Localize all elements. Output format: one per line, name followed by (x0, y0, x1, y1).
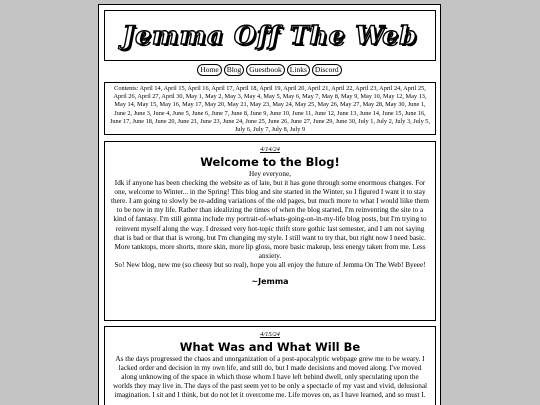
post-body (105, 170, 435, 270)
post-paragraph: Hey everyone, (249, 170, 291, 178)
post-date: 4/14/24 (260, 146, 280, 153)
nav-links-button[interactable]: Links (287, 64, 310, 76)
post-paragraph: Idk if anyone has been checking the website as of late, but it has gone through some enormous changes. For one, welcome to Winter... in the Spring! This blog and site started in the Winter, so I figured I want it to stay there. I am going to slowly be re-adding variations of the old pages, but much more to what I would liike them to be now in my life. Rather than idealizing the times of when the blog started, I'm reinventing the site to a kind of fantasy. I'm still gonna include my portrait-of-whats-going-on-in-my-life blog posts, but I'm trying to reinvent myself along the way. I dressed very hot-topic thrift store gothic last semester, and I am not saying that is bad or that that is wrong, but I'm changing my style. I still want to try that, but right now I need basic. More tanktops, more shorts, more skin, more lip gloss, more basic makeup, less energy taken from me. Less anxiety. (111, 179, 429, 260)
nav-bar (99, 64, 440, 78)
blog-post (104, 326, 436, 405)
site-header (104, 10, 436, 61)
post-title: Welcome to the Blog! (200, 155, 340, 169)
post-title: What Was and What Will Be (179, 340, 361, 354)
post-paragraph: So! New blog, new me (so cheesy but so real), hope you all enjoy the future of Jemma On The Web! Byeee! (114, 260, 426, 269)
post-paragraph: As the days progressed the chaos and unorganization of a post-apocalyptic webpage grew me to be weary. I lacked order and decision in my own life, and still do, but I made decisions and moved along. I've moved along unknowing of the space in which those whom I have left behind dwell, only speculating upon the worlds they may live in. The days of the past seem yet to be only a spectacle of my vast and vivid, delusional imagination. I sit and I think, but do not let it overcome me. Life moves on, as I have learned, and so must I. (112, 355, 428, 400)
contents-links[interactable]: Contents: April 14, April 15, April 16, April 17, April 18, April 19, April 20, April 21, April 22, April 23, April 24, April 25, April 26, April 27, April 30, May 1, May 2, May 3, May 4, May 5, May 6, May 7, May 8, May 9, May 10, May 12, May 13, May 14, May 15, May 16, May 17, May 20, May 21, May 23, May 24, May 25, May 26, May 27, May 28, May 30, June 1, June 2, June 3, June 4, June 5, June 6, June 7, June 8, June 9, June 10, June 11, June 12, June 13, June 14, June 15, June 16, June 17, June 18, June 20, June 21, June 23, June 24, June 25, June 26, June 27, June 29, June 30, July 1, July 2, July 3, July 5, July 6, July 7, July 8, July 9 (109, 85, 431, 134)
post-signature: ~Jemma (251, 277, 289, 287)
page-container (98, 4, 441, 405)
contents-index (104, 82, 436, 135)
post-date: 4/15/24 (260, 331, 280, 338)
site-title: Jemma Off The Web (122, 21, 418, 50)
blog-post (104, 141, 436, 321)
nav-discord-button[interactable]: Discord (312, 64, 342, 76)
nav-home-button[interactable]: Home (197, 64, 221, 76)
nav-blog-button[interactable]: Blog (224, 64, 245, 76)
post-body (105, 355, 435, 400)
nav-guestbook-button[interactable]: Guestbook (246, 64, 285, 76)
